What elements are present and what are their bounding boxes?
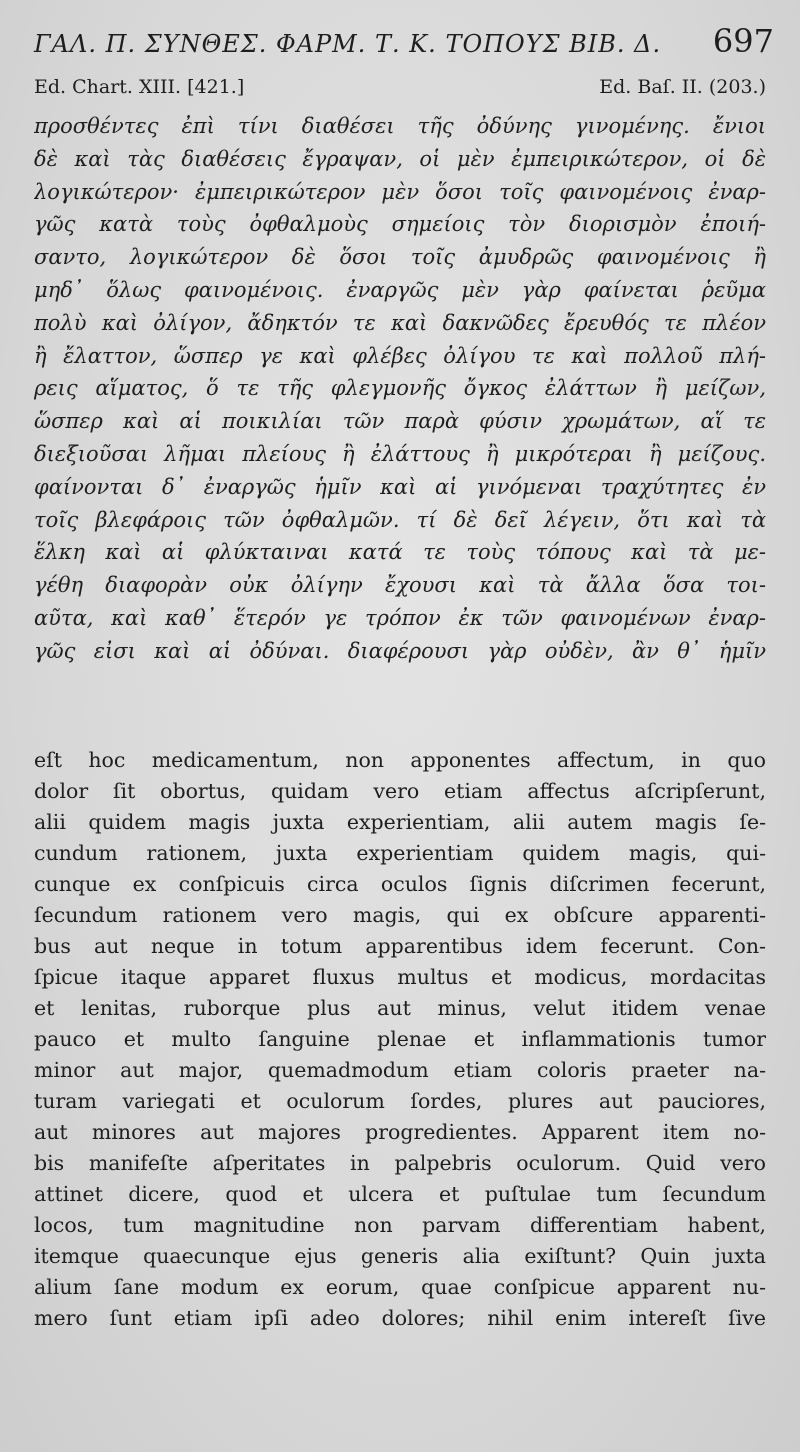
latin-text-line: turam variegati et oculorum ſordes, plures aut pauciores, bbox=[34, 1089, 766, 1113]
greek-text-line: φαίνονται δ᾽ ἐναργῶς ἡμῖν καὶ αἱ γινόμεναι τραχύτητες ἐν bbox=[34, 474, 766, 499]
latin-text-line: ſecundum rationem vero magis, qui ex obſcure apparenti- bbox=[34, 903, 766, 927]
greek-text-line: ἢ ἔλαττον, ὥσπερ γε καὶ φλέβες ὀλίγου τε καὶ πολλοῦ πλή- bbox=[34, 343, 766, 368]
page-number: 697 bbox=[712, 22, 774, 60]
latin-text-line: minor aut major, quemadmodum etiam coloris praeter na- bbox=[34, 1058, 766, 1082]
greek-text-line: μηδ᾽ ὅλως φαινομένοις. ἐναργῶς μὲν γὰρ φαίνεται ῥεῦμα bbox=[34, 277, 766, 302]
greek-text-line: αῦτα, καὶ καθ᾽ ἕτερόν γε τρόπον ἐκ τῶν φαινομένων ἐναρ- bbox=[34, 605, 766, 630]
latin-text-line: eſt hoc medicamentum, non apponentes affectum, in quo bbox=[34, 748, 766, 772]
latin-text-line: itemque quaecunque ejus generis alia exiſtunt? Quin juxta bbox=[34, 1244, 766, 1268]
latin-text-line: alium ſane modum ex eorum, quae conſpicue apparent nu- bbox=[34, 1275, 766, 1299]
greek-text-line: γέθη διαφορὰν οὐκ ὀλίγην ἔχουσι καὶ τὰ ἄλλα ὅσα τοι- bbox=[34, 573, 766, 598]
greek-text-line: διεξιοῦσαι λῆμαι πλείους ἢ ἐλάττους ἢ μικρότεραι ἢ μείζους. bbox=[34, 441, 766, 466]
latin-text-line: attinet dicere, quod et ulcera et puſtulae tum ſecundum bbox=[34, 1182, 766, 1206]
greek-text-line: τοῖς βλεφάροις τῶν ὀφθαλμῶν. τί δὲ δεῖ λέγειν, ὅτι καὶ τὰ bbox=[34, 507, 766, 532]
greek-text-line: προσθέντες ἐπὶ τίνι διαθέσει τῆς ὀδύνης γινομένης. ἔνιοι bbox=[34, 114, 766, 138]
greek-text-line: πολὺ καὶ ὀλίγον, ἄδηκτόν τε καὶ δακνῶδες ἔρευθός τε πλέον bbox=[34, 310, 766, 335]
latin-text-block bbox=[34, 745, 766, 1334]
edition-chartier: Ed. Chart. XIII. [421.] bbox=[34, 76, 245, 98]
latin-text-line: ſpicue itaque apparet fluxus multus et modicus, mordacitas bbox=[34, 965, 766, 989]
latin-text-line: bus aut neque in totum apparentibus idem fecerunt. Con- bbox=[34, 934, 766, 958]
latin-text-line: aut minores aut majores progredientes. Apparent item no- bbox=[34, 1120, 766, 1144]
greek-text-line: γῶς εἰσι καὶ αἱ ὀδύναι. διαφέρουσι γὰρ οὐδὲν, ἂν θ᾽ ἡμῖν bbox=[34, 638, 766, 663]
latin-text-line: locos, tum magnitudine non parvam differentiam habent, bbox=[34, 1213, 766, 1237]
greek-text-line: ρεις αἵματος, ὅ τε τῆς φλεγμονῆς ὄγκος ἐλάττων ἢ μείζων, bbox=[34, 376, 766, 401]
greek-text-line: ὥσπερ καὶ αἱ ποικιλίαι τῶν παρὰ φύσιν χρωμάτων, αἵ τε bbox=[34, 409, 766, 434]
edition-basel: Ed. Baſ. II. (203.) bbox=[599, 76, 766, 98]
latin-text-line: cunque ex conſpicuis circa oculos ſignis diſcrimen fecerunt, bbox=[34, 872, 766, 896]
greek-text-line: γῶς κατὰ τοὺς ὀφθαλμοὺς σημείοις τὸν διορισμὸν ἐποιή- bbox=[34, 212, 766, 237]
greek-text-line: λογικώτερον· ἐμπειρικώτερον μὲν ὅσοι τοῖς φαινομένοις ἐναρ- bbox=[34, 179, 766, 204]
greek-text-line: ἕλκη καὶ αἱ φλύκταιναι κατά τε τοὺς τόπους καὶ τὰ με- bbox=[34, 540, 766, 565]
latin-text-line: dolor ſit obortus, quidam vero etiam affectus aſcripſerunt, bbox=[34, 779, 766, 803]
greek-text-block bbox=[34, 110, 766, 668]
running-head: ΓΑΛ. Π. ΣΥΝΘΕΣ. ΦΑΡΜ. Τ. Κ. ΤΟΠΟΥΣ ΒΙΒ. Δ. bbox=[34, 30, 662, 58]
latin-text-line: mero ſunt etiam ipſi adeo dolores; nihil enim intereſt ſive bbox=[34, 1306, 766, 1330]
page-header bbox=[34, 22, 774, 62]
latin-text-line: bis manifeſte aſperitates in palpebris oculorum. Quid vero bbox=[34, 1151, 766, 1175]
latin-text-line: cundum rationem, juxta experientiam quidem magis, qui- bbox=[34, 841, 766, 865]
edition-references bbox=[34, 76, 766, 102]
latin-text-line: pauco et multo ſanguine plenae et inflammationis tumor bbox=[34, 1027, 766, 1051]
greek-text-line: σαντο, λογικώτερον δὲ ὅσοι τοῖς ἀμυδρῶς φαινομένοις ἢ bbox=[34, 245, 766, 270]
greek-text-line: δὲ καὶ τὰς διαθέσεις ἔγραψαν, οἱ μὲν ἐμπειρικώτερον, οἱ δὲ bbox=[34, 146, 766, 171]
latin-text-line: alii quidem magis juxta experientiam, alii autem magis ſe- bbox=[34, 810, 766, 834]
latin-text-line: et lenitas, ruborque plus aut minus, velut itidem venae bbox=[34, 996, 766, 1020]
